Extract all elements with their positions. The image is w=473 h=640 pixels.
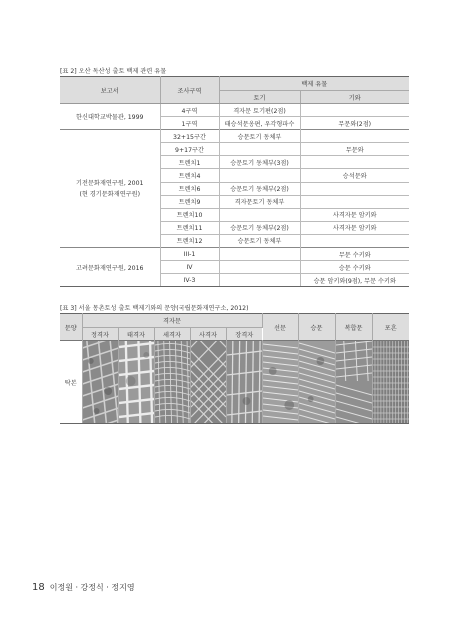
- area-cell: 4구역: [160, 104, 219, 117]
- rubbing-image-thick-lattice: [118, 341, 154, 424]
- reporter-name: 기전문화재연구원, 2001: [76, 179, 144, 187]
- footer-authors: 이정원 · 강정식 · 정지영: [49, 583, 135, 592]
- header-pottery: 토기: [219, 91, 300, 104]
- tiles-cell: [300, 182, 409, 195]
- pottery-cell: 격자문 토기편(2점): [219, 104, 300, 117]
- header-composite-pattern: 복합문: [335, 314, 372, 341]
- header-relics: 백제 유물: [219, 77, 409, 91]
- header-tiles: 기와: [300, 91, 409, 104]
- reporter-note: (현 경기문화재연구원): [79, 190, 141, 198]
- header-cloth-mark: 포흔: [372, 314, 409, 341]
- pottery-cell: 격자문토기 동체부: [219, 195, 300, 208]
- area-cell: 트렌치4: [160, 169, 219, 182]
- area-cell: 트렌치12: [160, 234, 219, 247]
- header-diagonal-lattice: 사격자: [190, 328, 226, 341]
- area-cell: 트렌치11: [160, 221, 219, 234]
- area-cell: 32+15구간: [160, 130, 219, 143]
- pottery-cell: 태승석문옹편, 우각형파수: [219, 117, 300, 130]
- reporter-cell: 고려문화재연구원, 2016: [60, 248, 160, 287]
- rubbing-image-long-lattice: [226, 341, 262, 424]
- rubbing-image-composite-pattern: [335, 341, 372, 424]
- table3-caption: [표 3] 서울 몽촌토성 출토 백제기와의 문양(국립문화재연구소, 2012): [60, 305, 249, 312]
- header-long-lattice: 장격자: [226, 328, 262, 341]
- header-lattice: 격자문: [82, 314, 262, 328]
- pottery-cell: 승문토기 동체부(2점): [219, 182, 300, 195]
- area-cell: 9+17구간: [160, 143, 219, 156]
- rubbing-image-diagonal-lattice: [190, 341, 226, 424]
- rubbing-image-line-pattern: [262, 341, 298, 424]
- page-footer: [32, 582, 135, 593]
- header-area: 조사구역: [160, 77, 219, 104]
- area-cell: 트렌치10: [160, 208, 219, 221]
- pottery-cell: [219, 248, 300, 261]
- header-pattern: 문양: [60, 314, 82, 341]
- pottery-cell: [219, 143, 300, 156]
- pottery-cell: 승문토기 동체부: [219, 130, 300, 143]
- pottery-cell: 승문토기 동체부: [219, 234, 300, 247]
- area-cell: 1구역: [160, 117, 219, 130]
- pottery-cell: [219, 208, 300, 221]
- rubbing-image-fine-lattice: [154, 341, 190, 424]
- tiles-cell: [300, 234, 409, 247]
- tiles-cell: 승석문와: [300, 169, 409, 182]
- tiles-cell: [300, 130, 409, 143]
- tiles-cell: 승문 암키와(9점), 무문 수키와: [300, 274, 409, 287]
- pottery-cell: 승문토기 동체부(3점): [219, 156, 300, 169]
- reporter-cell: 한신대학교박물관, 1999: [60, 104, 160, 130]
- area-cell: IV-3: [160, 274, 219, 287]
- header-thick-lattice: 태격자: [118, 328, 154, 341]
- relics-table: [60, 76, 409, 287]
- pottery-cell: [219, 169, 300, 182]
- tiles-cell: 사격자문 암키와: [300, 221, 409, 234]
- rubbing-image-cloth-mark: [372, 341, 409, 424]
- tiles-cell: 무문 수키와: [300, 248, 409, 261]
- tiles-cell: 사격자문 암키와: [300, 208, 409, 221]
- header-cord-pattern: 승문: [298, 314, 335, 341]
- area-cell: III-1: [160, 248, 219, 261]
- area-cell: 트렌치1: [160, 156, 219, 169]
- tile-pattern-table: [60, 313, 409, 424]
- tiles-cell: 무문와(2점): [300, 117, 409, 130]
- header-reporter: 보고서: [60, 77, 160, 104]
- rubbing-image-regular-lattice: [82, 341, 118, 424]
- pottery-cell: [219, 261, 300, 274]
- rubbing-label: 탁본: [60, 341, 82, 424]
- pottery-cell: 승문토기 동체부(2점): [219, 221, 300, 234]
- header-line-pattern: 선문: [262, 314, 298, 341]
- tiles-cell: 승문 수키와: [300, 261, 409, 274]
- tiles-cell: [300, 104, 409, 117]
- page-number: 18: [32, 582, 45, 593]
- tiles-cell: [300, 195, 409, 208]
- area-cell: IV: [160, 261, 219, 274]
- tiles-cell: [300, 156, 409, 169]
- header-fine-lattice: 세격자: [154, 328, 190, 341]
- header-regular-lattice: 정격자: [82, 328, 118, 341]
- pottery-cell: [219, 274, 300, 287]
- area-cell: 트렌치9: [160, 195, 219, 208]
- reporter-cell: [60, 130, 160, 248]
- area-cell: 트렌치6: [160, 182, 219, 195]
- table2-caption: [표 2] 오산 독산성 출토 백제 관련 유물: [60, 68, 167, 75]
- tiles-cell: 무문와: [300, 143, 409, 156]
- rubbing-image-cord-pattern: [298, 341, 335, 424]
